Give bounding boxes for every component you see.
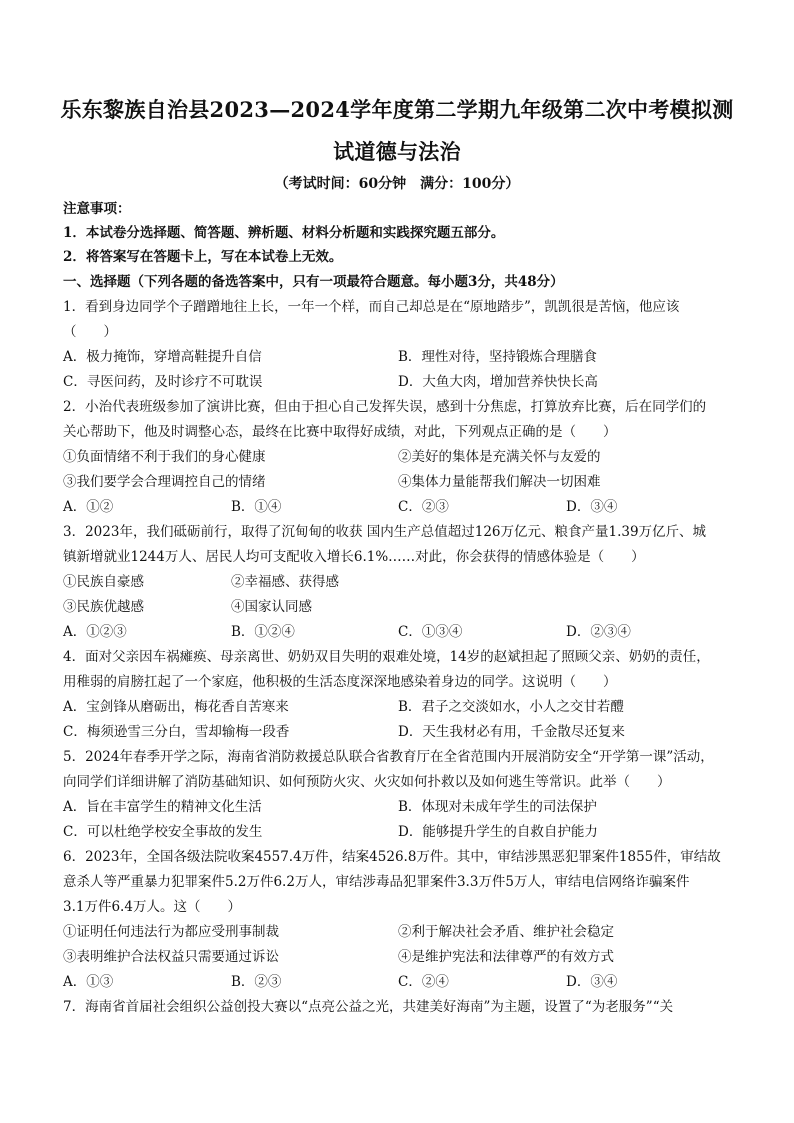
q3-statement: ④国家认同感 (231, 599, 312, 615)
q6-option-b: B．②③ (231, 974, 282, 990)
q1-option-b: B．理性对待，坚持锻炼合理膳食 (398, 349, 597, 365)
q1-stem-line: 1．看到身边同学个子蹭蹭地往上长，一年一个样，而自己却总是在“原地踏步”，凯凯很是苦恼，他应该 (63, 299, 680, 315)
q4-option-b: B．君子之交淡如水，小人之交甘若醴 (398, 699, 624, 715)
q3-statement: ①民族自豪感 (63, 574, 144, 590)
q2-statement: ③我们要学会合理调控自己的情绪 (63, 474, 266, 490)
q6-option-a: A．①③ (63, 974, 114, 990)
exam-title-line1: 乐东黎族自治县2023—2024学年度第二学期九年级第二次中考模拟测 (60, 97, 734, 122)
q5-option-a: A．旨在丰富学生的精神文化生活 (63, 799, 262, 815)
note-item: 2．将答案写在答题卡上，写在本试卷上无效。 (63, 249, 343, 265)
notes-heading: 注意事项： (63, 201, 131, 217)
q2-stem-line: 2．小治代表班级参加了演讲比赛，但由于担心自己发挥失误，感到十分焦虑，打算放弃比赛，后在同学们的 (63, 399, 707, 415)
q6-stem-line: 意杀人等严重暴力犯罪案件5.2万件6.2万人，审结涉毒品犯罪案件3.3万件5万人，审结电信网络诈骗案件 (63, 874, 690, 890)
q6-statement: ④是维护宪法和法律尊严的有效方式 (398, 949, 614, 965)
q3-option-b: B．①②④ (231, 624, 295, 640)
q2-statement: ①负面情绪不利于我们的身心健康 (63, 449, 266, 465)
q3-option-a: A．①②③ (63, 624, 127, 640)
q4-option-a: A．宝剑锋从磨砺出，梅花香自苦寒来 (63, 699, 289, 715)
q6-statement: ②利于解决社会矛盾、维护社会稳定 (398, 924, 614, 940)
q3-stem-line: 镇新增就业1244万人、居民人均可支配收入增长6.1%……对此，你会获得的情感体验是（ ） (63, 549, 645, 565)
q2-statement: ②美好的集体是充满关怀与友爱的 (398, 449, 601, 465)
q6-option-d: D．③④ (566, 974, 618, 990)
exam-info: （考试时间：60分钟 满分：100分） (274, 176, 520, 192)
q5-option-c: C．可以杜绝学校安全事故的发生 (63, 824, 263, 840)
q4-stem-line: 用稚弱的肩膀扛起了一个家庭，他积极的生活态度深深地感染着身边的同学。这说明（ ） (63, 674, 617, 690)
q3-statement: ②幸福感、获得感 (231, 574, 339, 590)
q3-option-c: C．①③④ (398, 624, 463, 640)
q4-option-d: D．天生我材必有用，千金散尽还复来 (398, 724, 625, 740)
q2-option-a: A．①② (63, 499, 114, 515)
q2-option-c: C．②③ (398, 499, 449, 515)
section-heading: 一、选择题（下列各题的备选答案中，只有一项最符合题意。每小题3分，共48分） (63, 274, 564, 290)
q2-option-d: D．③④ (566, 499, 618, 515)
q5-stem-line: 向同学们详细讲解了消防基础知识、如何预防火灾、火灾如何扑救以及如何逃生等常识。此举（ ） (63, 774, 671, 790)
q3-statement: ③民族优越感 (63, 599, 144, 615)
q7-stem-line: 7．海南省首届社会组织公益创投大赛以“点亮公益之光，共建美好海南”为主题，设置了“为老服务”“关 (63, 999, 674, 1015)
q1-stem-line: （ ） (63, 324, 117, 340)
exam-title-line2: 试道德与法治 (333, 139, 461, 164)
q6-statement: ①证明任何违法行为都应受刑事制裁 (63, 924, 279, 940)
q3-option-d: D．②③④ (566, 624, 631, 640)
q1-option-a: A．极力掩饰，穿增高鞋提升自信 (63, 349, 262, 365)
q1-option-d: D．大鱼大肉，增加营养快快长高 (398, 374, 598, 390)
q5-stem-line: 5．2024年春季开学之际，海南省消防救援总队联合省教育厅在全省范围内开展消防安全“开学第一课”活动， (63, 749, 714, 765)
q3-stem-line: 3．2023年，我们砥砺前行，取得了沉甸甸的收获 国内生产总值超过126万亿元、粮食产量1.39万亿斤、城 (63, 524, 707, 540)
q2-stem-line: 关心帮助下，他及时调整心态，最终在比赛中取得好成绩，对此，下列观点正确的是（ ） (63, 424, 617, 440)
note-item: 1．本试卷分选择题、简答题、辨析题、材料分析题和实践探究题五部分。 (63, 225, 505, 241)
q1-option-c: C．寻医问药，及时诊疗不可耽误 (63, 374, 263, 390)
q6-stem-line: 6．2023年，全国各级法院收案4557.4万件，结案4526.8万件。其中，审结涉黑恶犯罪案件1855件，审结故 (63, 849, 721, 865)
q6-statement: ③表明维护合法权益只需要通过诉讼 (63, 949, 279, 965)
q2-statement: ④集体力量能帮我们解决一切困难 (398, 474, 601, 490)
q6-stem-line: 3.1万件6.4万人。这（ ） (63, 899, 241, 915)
q6-option-c: C．②④ (398, 974, 449, 990)
q4-option-c: C．梅须逊雪三分白，雪却输梅一段香 (63, 724, 290, 740)
q5-option-b: B．体现对未成年学生的司法保护 (398, 799, 597, 815)
q2-option-b: B．①④ (231, 499, 282, 515)
q5-option-d: D．能够提升学生的自救自护能力 (398, 824, 598, 840)
q4-stem-line: 4．面对父亲因车祸瘫痪、母亲离世、奶奶双目失明的艰难处境，14岁的赵斌担起了照顾父亲、奶奶的责任， (63, 649, 710, 665)
